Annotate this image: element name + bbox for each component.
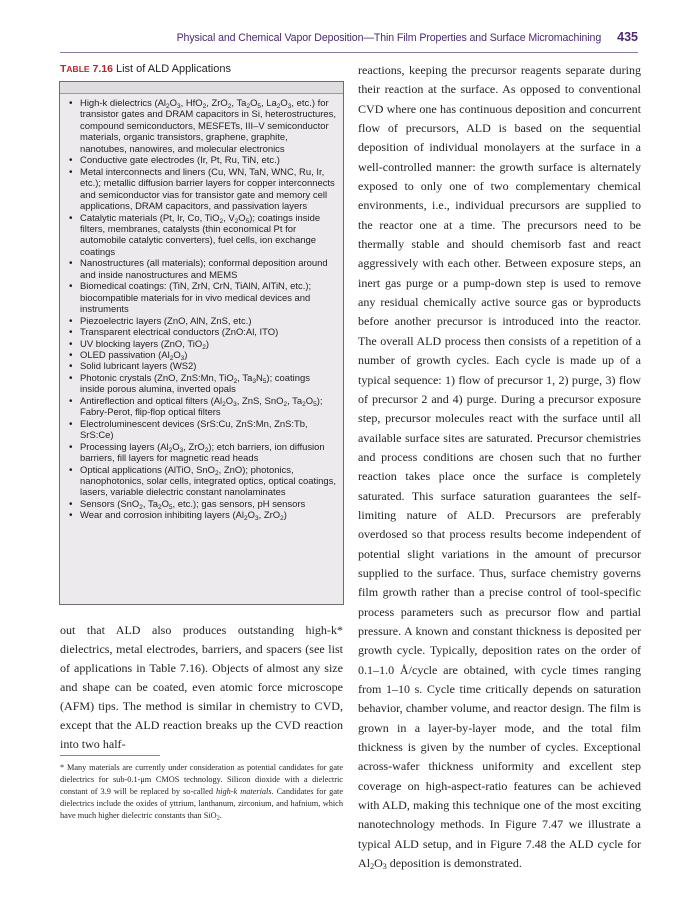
list-item: • Electroluminescent devices (SrS:Cu, ZnS:Mn, ZnS:Tb, SrS:Ce) [68,419,337,442]
application-list [68,98,337,522]
list-item: • Sensors (SnO$_2$, $Ta_2O_5$, etc.); gas sensors, pH sensors [68,499,337,510]
list-item: • OLED passivation $(Al_2O_3)$ [68,350,337,361]
table-caption [60,63,343,75]
table-label: TABLE 7.16 [60,63,113,75]
list-item: • Transparent electrical conductors (ZnO:Al, ITO) [68,327,337,338]
list-item: • Piezoelectric layers (ZnO, AlN, ZnS, etc.) [68,316,337,327]
table-header-band [60,82,343,94]
list-item: • UV blocking layers (ZnO, TiO$_2$) [68,339,337,350]
footnote [60,762,343,822]
list-item: • Metal interconnects and liners (Cu, WN, TaN, WNC, Ru, Ir, etc.); metallic diffusion barrier layers for copper interconnects and semiconductor vias for transistor gate and memory cell applications, DRAM capacitors, and passivation layers [68,167,337,213]
body-paragraph: out that ALD also produces outstanding high-k* dielectrics, metal electrodes, barriers, and spacers (see list of applications in Table 7.16). Objects of almost any size and shape can be coated, even atomic force microscope (AFM) tips. The method is similar in chemistry to CVD, except that the ALD reaction breaks up the CVD reaction into two half- [60,623,343,751]
running-head: Physical and Chemical Vapor Deposition—Thin Film Properties and Surface Micromachining [176,32,602,44]
ald-applications-table [59,81,344,605]
list-item: • Nanostructures (all materials); conformal deposition around and inside nanostructures and MEMS [68,258,337,281]
list-item: • Solid lubricant layers (WS2) [68,361,337,372]
footnote-text: * Many materials are currently under consideration as potential candidates for gate dielectrics for sub-0.1-μm CMOS technology. Silicon dioxide with a dielectric constant of 3.9 will be replaced by so-called high-k materials. Candidates for gate dielectrics include the oxides of yttrium, lanthanum, zirconium, and hafnium, which have much higher dielectric constants than SiO$_2$. [60,763,343,822]
left-column-text [60,621,343,754]
list-item: • Optical applications (AlTiO, SnO$_2$, ZnO); photonics, nanophotonics, solar cells, integrated optics, optical coatings, lasers, variable dielectric constant nanolaminates [68,465,337,499]
footnote-rule [60,755,160,756]
list-item: • Photonic crystals (ZnO, ZnS:Mn, TiO$_2$, $Ta_3N_5$); coatings inside porous alumina, inverted opals [68,373,337,396]
list-item: • Processing layers ($Al_2O_3$, ZrO$_2$); etch barriers, ion diffusion barriers, fill layers for magnetic read heads [68,442,337,465]
list-item: • Antireflection and optical filters ($Al_2O_3$, ZnS, SnO$_2$, $Ta_2O_5$); Fabry-Perot, flip-flop optical filters [68,396,337,419]
table-title: List of ALD Applications [115,63,231,75]
body-paragraph: reactions, keeping the precursor reagents separate during their reaction at the surface. As opposed to conventional CVD where one has continuous deposition and concurrent flow of precursors, ALD is based on the sequential deposition of individual monolayers at the surface in a well-controlled manner: the growth surface is alternately exposed to only one of two complementary chemical environments, i.e., individual precursors are supplied to the reactor one at a time. The precursors need to be thermally stable and should chemisorb fast and react aggressively with each other. Between exposure steps, an inert gas purge or a pump-down step is used to remove any residual chemically active source gas or byproducts before another precursor is introduced into the reactor. The overall ALD process then consists of a repetition of a number of growth cycles. Each cycle is made up of a typical sequence: 1) flow of precursor 1, 2) purge, 3) flow of precursor 2 and 4) purge. During a precursor exposure step, precursor molecules react with the surface until all available surface sites are saturated. Precursor chemistries and process conditions are chosen such that no further reaction takes place once the surface is completely saturated. This surface saturation guarantees the self-limiting nature of ALD. Precursors are preferably overdosed so that process results become independent of potential slight variations in the amount of precursor supplied to the surface. Thus, surface chemistry governs film growth rather than a precise control of tool-specific process parameters such as precursor flow and partial pressure. A known and constant thickness is deposited per growth cycle. Typically, deposition rates on the order of 0.1–1.0 Å/cycle are obtained, with cycle times ranging from 1–10 s. Cycle time critically depends on saturation behavior, chamber volume, and reactor design. The film is grown in a layer-by-layer mode, and the total film thickness is given by the number of cycles. Exceptional across-wafer thickness uniformity and excellent step coverage on high-aspect-ratio features can be achieved with ALD, making this technique one of the most exciting nanotechnology methods. In Figure 7.47 we illustrate a typical ALD setup, and in Figure 7.48 the ALD cycle for $Al_2O_3$ deposition is demonstrated. [358,63,641,872]
right-column-text [358,61,641,873]
list-item: • High-k dielectrics ($Al_2O_3$, HfO$_2$, ZrO$_2$, $Ta_2O_5$, $La_2O_3$, etc.) for transistor gates and DRAM capacitors in Si, heterostructures, compound semiconductors, MESFETs, III–V semiconductor materials, organic transistors, graphene, graphite, nanotubes, nanowires, and molecular electronics [68,98,337,155]
page-number: 435 [617,30,638,44]
page-header [60,30,638,50]
header-rule [60,52,638,53]
list-item: • Catalytic materials (Pt, Ir, Co, TiO$_2$, $V_2O_5$); coatings inside filters, membranes, catalysts (thin economical Pt for automobile catalytic converters), fuel cells, ion exchange coatings [68,213,337,259]
list-item: • Wear and corrosion inhibiting layers ($Al_2O_3$, ZrO$_2$) [68,510,337,521]
list-item: • Biomedical coatings: (TiN, ZrN, CrN, TiAlN, AlTiN, etc.); biocompatible materials for in vivo medical devices and instruments [68,281,337,315]
list-item: • Conductive gate electrodes (Ir, Pt, Ru, TiN, etc.) [68,155,337,166]
